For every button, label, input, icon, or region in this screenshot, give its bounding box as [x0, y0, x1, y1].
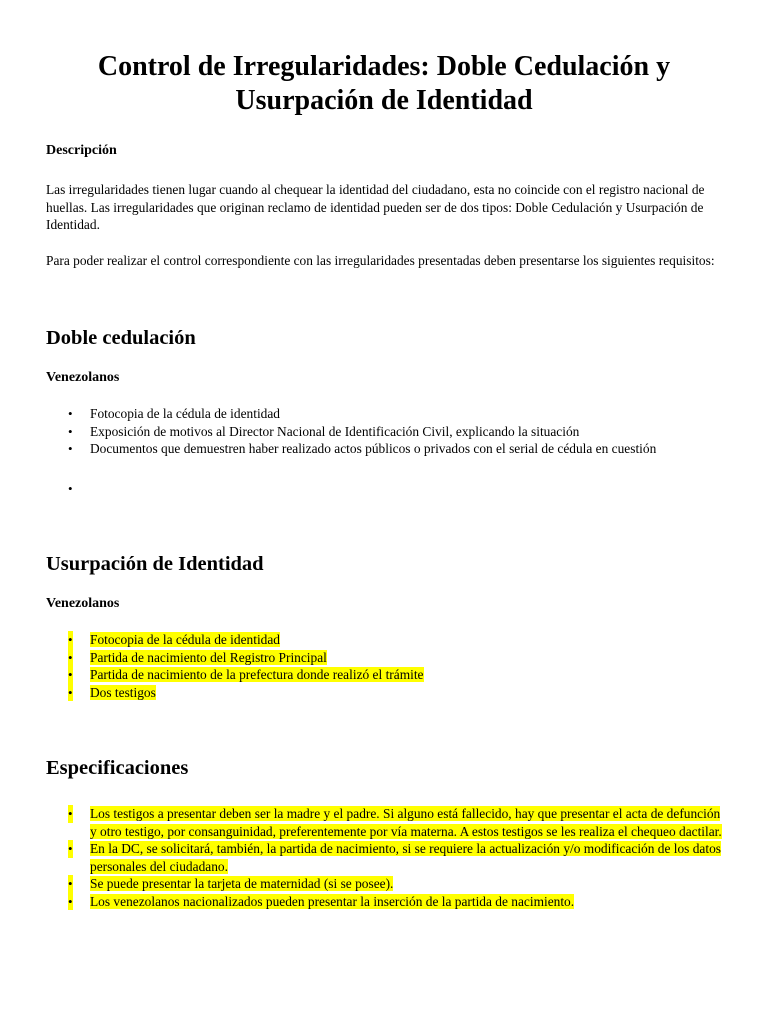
list-item-text: Fotocopia de la cédula de identidad [90, 632, 281, 647]
list-item-text: Los venezolanos nacionalizados pueden presentar la inserción de la partida de nacimiento. [90, 893, 575, 909]
bullet-icon: • [68, 649, 73, 665]
list-item [68, 684, 722, 702]
list-doble-cedulacion [46, 405, 722, 458]
empty-bullet-list [46, 480, 722, 498]
section-heading-especificaciones: Especificaciones [46, 757, 189, 779]
list-item-text: Documentos que demuestren haber realizado actos públicos o privados con el serial de cédula en cuestión [90, 441, 657, 456]
list-usurpacion [46, 631, 722, 701]
bullet-icon: • [68, 684, 73, 700]
list-item-text: Exposición de motivos al Director Nacional de Identificación Civil, explicando la situación [90, 423, 580, 439]
list-item [68, 405, 722, 423]
list-item [68, 840, 722, 875]
list-item [68, 805, 722, 840]
bullet-icon: • [68, 406, 73, 421]
document-title: Control de Irregularidades: Doble Cedulación y Usurpación de Identidad [97, 51, 671, 116]
list-item-text: Partida de nacimiento de la prefectura donde realizó el trámite [90, 667, 424, 682]
intro-paragraph-2: Para poder realizar el control correspondiente con las irregularidades presentadas deben presentarse los siguientes requisitos: [46, 252, 715, 268]
list-item-text: Dos testigos [90, 684, 156, 700]
bullet-icon: • [68, 876, 73, 891]
bullet-icon: • [68, 667, 73, 682]
bullet-icon: • [68, 893, 73, 909]
bullet-icon: • [68, 441, 73, 456]
empty-list-item [68, 480, 722, 498]
bullet-icon: • [68, 423, 73, 439]
list-item [68, 440, 722, 458]
list-especificaciones [46, 805, 722, 910]
list-item [68, 631, 722, 649]
section-heading-doble-cedulacion: Doble cedulación [46, 327, 196, 349]
bullet-icon: • [68, 632, 73, 647]
bullet-icon: • [68, 841, 73, 856]
intro-paragraph-1: Las irregularidades tienen lugar cuando al chequear la identidad del ciudadano, esta no coincide con el registro nacional de huellas. Las irregularidades que originan reclamo de identidad pueden ser de dos tipos: Doble Cedulación y Usurpación de Identidad. [46, 182, 705, 232]
description-heading: Descripción [46, 143, 117, 158]
section-heading-usurpacion: Usurpación de Identidad [46, 553, 264, 575]
bullet-icon: • [68, 480, 73, 496]
list-item [68, 666, 722, 684]
list-item-text: Fotocopia de la cédula de identidad [90, 406, 281, 421]
subheading-venezolanos-doble: Venezolanos [46, 370, 120, 385]
list-item [68, 423, 722, 441]
list-item-text: Los testigos a presentar deben ser la madre y el padre. Si alguno está fallecido, hay que presentar el acta de defunción y otro testigo, por consanguinidad, preferentemente por vía materna. A estos testigos se les realiza el chequeo dactilar. [90, 806, 722, 839]
list-item [68, 893, 722, 911]
list-item [68, 875, 722, 893]
bullet-icon: • [68, 806, 73, 821]
list-item-text: En la DC, se solicitará, también, la partida de nacimiento, si se requiere la actualización y/o modificación de los datos personales del ciudadano. [90, 841, 722, 874]
list-item [68, 649, 722, 667]
list-item-text: Partida de nacimiento del Registro Principal [90, 649, 327, 665]
subheading-venezolanos-usurpacion: Venezolanos [46, 596, 120, 611]
list-item-text: Se puede presentar la tarjeta de maternidad (si se posee). [90, 876, 394, 891]
